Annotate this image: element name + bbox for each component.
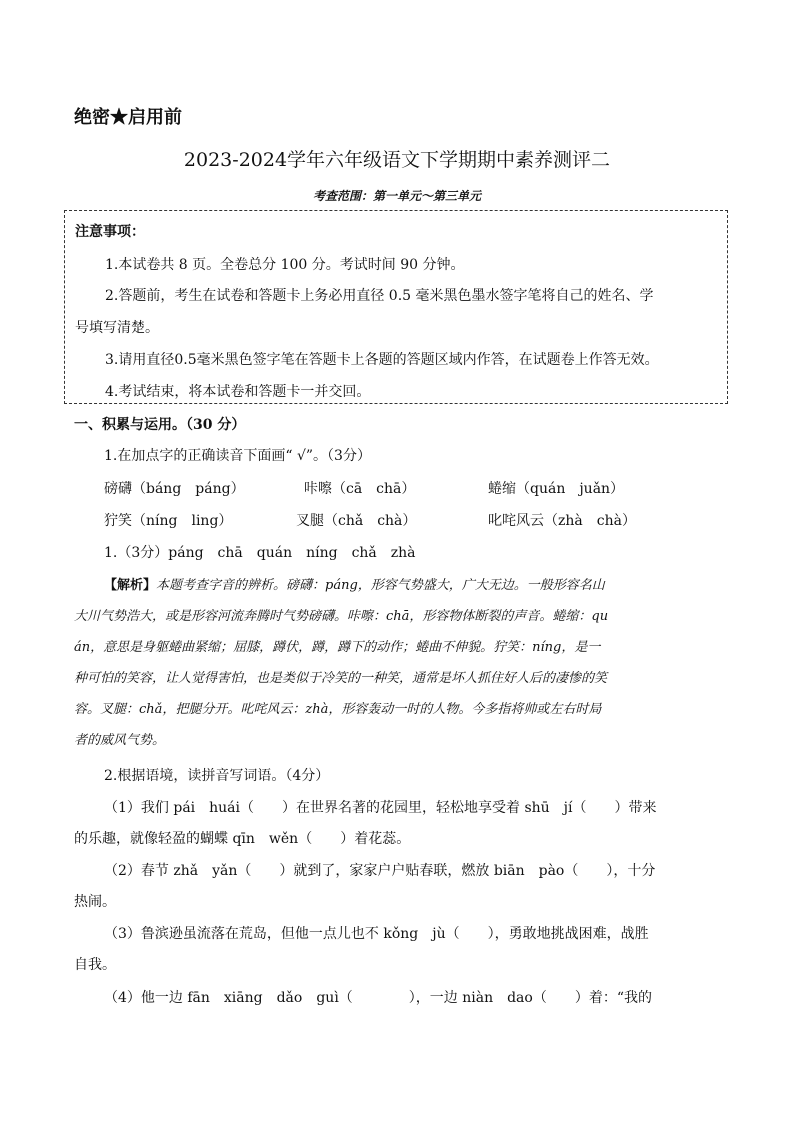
q2-sentence-2: （2）春节 zhǎ yǎn（ ）就到了，家家户户贴春联，燃放 biān pào（ ），十分 — [104, 863, 656, 879]
notice-item-3: 3.请用直径0.5毫米黑色签字笔在答题卡上各题的答题区域内作答，在试题卷上作答无效。 — [105, 352, 659, 368]
q2-sentence-1: （1）我们 pái huái（ ）在世界名著的花园里，轻松地享受着 shū jí（ ）带来 — [104, 800, 657, 816]
q2-sentence-3: （3）鲁滨逊虽流落在荒岛，但他一点儿也不 kǒng jù（ ），勇敢地挑战困难，战胜 — [104, 926, 649, 942]
exam-scope: 考查范围：第一单元～第三单元 — [312, 189, 481, 203]
q1-analysis — [104, 574, 605, 593]
q1-option: 叉腿（chǎ chà） — [296, 513, 417, 529]
q1-answer: 1.（3分）páng chā quán níng chǎ zhà — [104, 545, 416, 561]
analysis-text: 大川气势浩大，或是形容河流奔腾时气势磅礴。咔嚓：chā，形容物体断裂的声音。蜷缩：qu — [74, 609, 609, 624]
q1-prompt: 1.在加点字的正确读音下面画“ √”。（3分） — [104, 448, 371, 464]
notice-item-2: 2.答题前，考生在试卷和答题卡上务必用直径 0.5 毫米黑色墨水签字笔将自己的姓名、学 — [105, 288, 654, 304]
analysis-text: án，意思是身躯蜷曲紧缩；屈膝，蹲伏，蹲，蹲下的动作；蜷曲不伸貌。狞笑：níng，是一 — [74, 640, 601, 655]
notice-item-2-cont: 号填写清楚。 — [75, 320, 159, 336]
notice-item-4: 4.考试结束，将本试卷和答题卡一并交回。 — [105, 384, 371, 400]
analysis-text: 者的威风气势。 — [74, 733, 166, 748]
q2-sentence-4: （4）他一边 fān xiāng dǎo guì（ ），一边 niàn dao（ ）着：“我的 — [104, 990, 652, 1006]
q2-prompt: 2.根据语境，读拼音写词语。（4分） — [104, 768, 330, 784]
q1-option: 蜷缩（quán juǎn） — [488, 481, 625, 497]
section-heading: 一、积累与运用。（30 分） — [74, 417, 246, 433]
q1-option: 咔嚓（cā chā） — [304, 481, 416, 497]
q2-sentence-1-cont: 的乐趣，就像轻盈的蝴蝶 qīn wěn（ ）着花蕊。 — [74, 831, 411, 847]
q2-sentence-2-cont: 热闹。 — [74, 894, 116, 910]
analysis-label: 【解析】 — [104, 578, 157, 593]
q1-option: 狞笑（níng ling） — [104, 513, 233, 529]
notice-box — [64, 210, 728, 404]
analysis-text: 种可怕的笑容，让人觉得害怕，也是类似于冷笑的一种笑，通常是坏人抓住好人后的凄惨的笑 — [74, 671, 608, 686]
q1-option: 磅礴（báng páng） — [104, 481, 245, 497]
q2-sentence-3-cont: 自我。 — [74, 957, 116, 973]
analysis-text: 容。叉腿：chǎ，把腿分开。叱咤风云：zhà，形容轰动一时的人物。今多指将帅或左右时局 — [74, 702, 602, 717]
page-title: 2023-2024学年六年级语文下学期期中素养测评二 — [183, 149, 611, 171]
notice-heading: 注意事项： — [75, 224, 145, 240]
notice-item-1: 1.本试卷共 8 页。全卷总分 100 分。考试时间 90 分钟。 — [105, 257, 465, 273]
secret-mark: 绝密★启用前 — [74, 107, 182, 128]
analysis-text: 本题考查字音的辨析。磅礴：páng，形容气势盛大，广大无边。一般形容名山 — [156, 578, 605, 593]
q1-option: 叱咤风云（zhà chà） — [488, 513, 636, 529]
